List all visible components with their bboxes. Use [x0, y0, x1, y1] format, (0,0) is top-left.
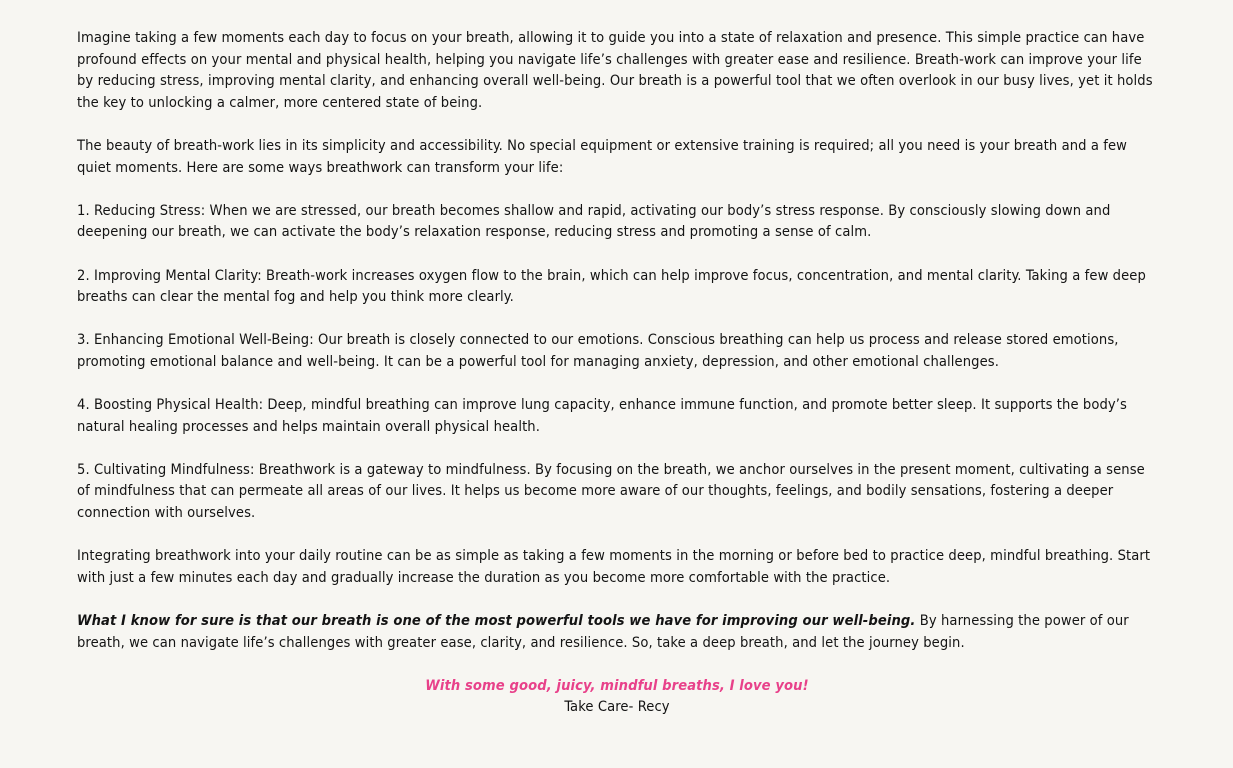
closing-paragraph: [77, 610, 1157, 653]
point-emotional-well-being: 3. Enhancing Emotional Well-Being: Our breath is closely connected to our emotions. Conscious breathing can help us process and release stored emotions, promoting emotional balance and well-being. It can be a powerful tool for managing anxiety, depression, and other emotional challenges.: [77, 331, 1119, 370]
closing-emphasis: What I know for sure is that our breath is one of the most powerful tools we have for improving our well-being.: [77, 612, 916, 630]
signature: Take Care- Recy: [564, 698, 670, 716]
beauty-paragraph: The beauty of breath-work lies in its simplicity and accessibility. No special equipment or extensive training is required; all you need is your breath and a few quiet moments. Here are some ways breathwork can transform your life:: [77, 136, 1128, 176]
article-body: [77, 27, 1157, 718]
closing-rest: By harnessing the power of our breath, we can navigate life’s challenges with greater ease, clarity, and resilience. So, take a deep breath, and let the journey begin.: [77, 612, 1129, 651]
point-mindfulness: 5. Cultivating Mindfulness: Breathwork is a gateway to mindfulness. By focusing on the breath, we anchor ourselves in the present moment, cultivating a sense of mindfulness that can permeate all areas of our lives. It helps us become more aware of our thoughts, feelings, and bodily sensations, fostering a deeper connection with ourselves.: [77, 460, 1145, 522]
intro-paragraph: Imagine taking a few moments each day to focus on your breath, allowing it to guide you into a state of relaxation and presence. This simple practice can have profound effects on your mental and physical health, helping you navigate life’s challenges with greater ease and resilience. Breath-work can improve your life by reducing stress, improving mental clarity, and enhancing overall well-being. Our breath is a powerful tool that we often overlook in our busy lives, yet it holds the key to unlocking a calmer, more centered state of being.: [77, 29, 1153, 111]
integrating-paragraph: Integrating breathwork into your daily routine can be as simple as taking a few moments in the morning or before bed to practice deep, mindful breathing. Start with just a few minutes each day and gradually increase the duration as you become more comfortable with the practice.: [77, 547, 1151, 586]
point-physical-health: 4. Boosting Physical Health: Deep, mindful breathing can improve lung capacity, enhance immune function, and promote better sleep. It supports the body’s natural healing processes and helps maintain overall physical health.: [77, 396, 1127, 435]
love-line: With some good, juicy, mindful breaths, I love you!: [425, 676, 809, 694]
signoff: [77, 675, 1157, 718]
point-mental-clarity: 2. Improving Mental Clarity: Breath-work increases oxygen flow to the brain, which can help improve focus, concentration, and mental clarity. Taking a few deep breaths can clear the mental fog and help you think more clearly.: [77, 266, 1146, 306]
point-reducing-stress: 1. Reducing Stress: When we are stressed, our breath becomes shallow and rapid, activating our body’s stress response. By consciously slowing down and deepening our breath, we can activate the body’s relaxation response, reducing stress and promoting a sense of calm.: [77, 201, 1111, 241]
